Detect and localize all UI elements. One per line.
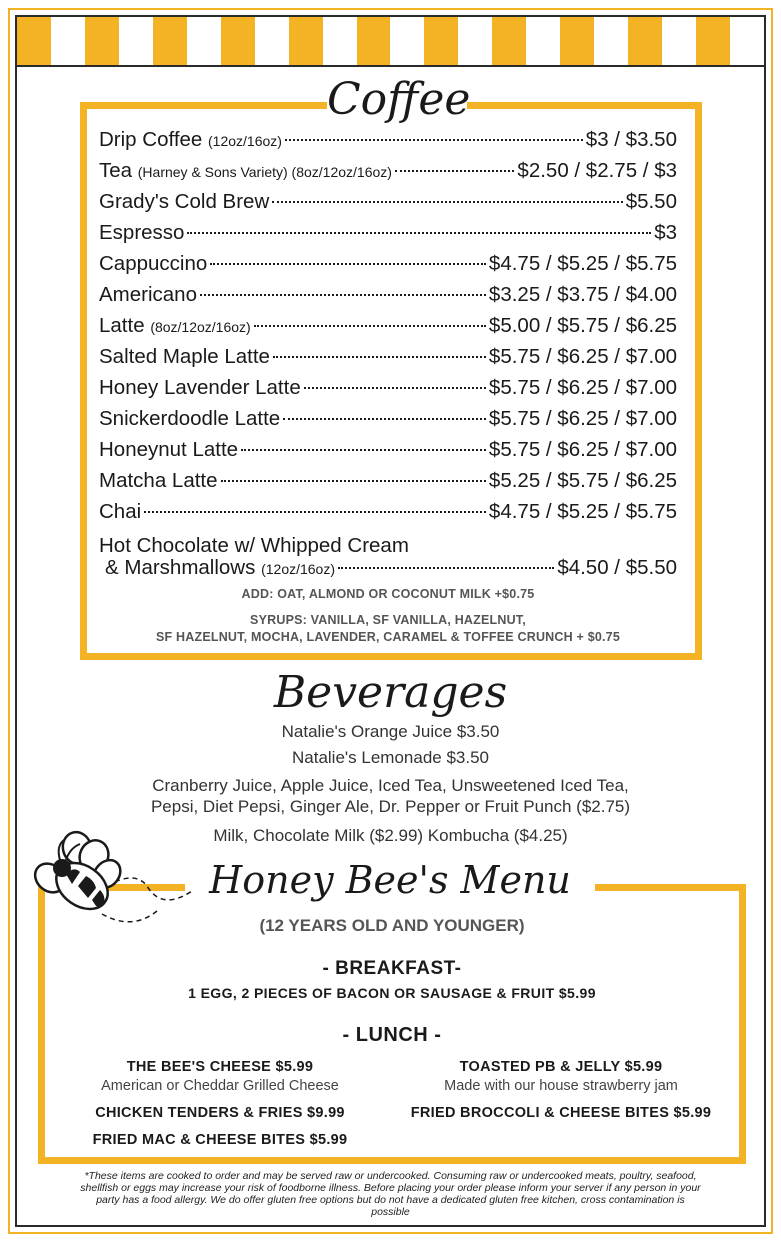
coffee-item-name: Drip Coffee (12oz/16oz) — [99, 128, 282, 151]
awning-stripe — [696, 17, 730, 65]
lunch-item-name: CHICKEN TENDERS & FRIES $9.99 — [95, 1105, 345, 1121]
syrups-addon — [99, 612, 677, 646]
coffee-item-name: Honey Lavender Latte — [99, 376, 301, 399]
dot-leader — [221, 480, 486, 482]
dot-leader — [272, 201, 622, 203]
awning-stripe — [187, 17, 221, 65]
coffee-item-price: $5.00 / $5.75 / $6.25 — [488, 314, 677, 337]
awning-stripe — [526, 17, 560, 65]
awning-stripe — [424, 17, 458, 65]
coffee-item — [99, 345, 677, 376]
coffee-item — [99, 314, 677, 345]
awning-stripe — [51, 17, 85, 65]
dot-leader — [200, 294, 486, 296]
dot-leader — [210, 263, 486, 265]
coffee-item — [99, 469, 677, 500]
awning-stripe — [17, 17, 51, 65]
coffee-item-size: (Harney & Sons Variety) (8oz/12oz/16oz) — [137, 164, 392, 180]
coffee-list — [99, 128, 677, 586]
syrups-line-2: SF HAZELNUT, MOCHA, LAVENDER, CARAMEL & TOFFEE CRUNCH + $0.75 — [156, 630, 620, 644]
lunch-left-column — [55, 1058, 385, 1150]
lunch-item-name: TOASTED PB & JELLY $5.99 — [459, 1059, 663, 1075]
coffee-item-name: Matcha Latte — [99, 469, 218, 492]
awning-stripe — [662, 17, 696, 65]
lunch-item-name: THE BEE'S CHEESE $5.99 — [126, 1059, 314, 1075]
disclaimer: *These items are cooked to order and may be served raw or undercooked. Consuming raw or undercooked meats, poultry, seafood, shellfish or eggs may increase your risk of foodborne illness. Before placing your order please inform your server if any person in your party has a food allergy. We do offer gluten free options but do not have a dedicated gluten free kitchen, cross contamination is possible — [80, 1170, 701, 1218]
coffee-item — [99, 283, 677, 314]
coffee-item-price: $5.75 / $6.25 / $7.00 — [488, 345, 677, 368]
coffee-item-price: $3.25 / $3.75 / $4.00 — [488, 283, 677, 306]
dot-leader — [338, 567, 554, 569]
beverage-line: Milk, Chocolate Milk ($2.99) Kombucha ($4.25) — [213, 826, 568, 845]
beverage-line: Cranberry Juice, Apple Juice, Iced Tea, Unsweetened Iced Tea, — [152, 776, 629, 795]
coffee-item-name: Americano — [99, 283, 197, 306]
milk-addon: ADD: OAT, ALMOND OR COCONUT MILK +$0.75 — [241, 587, 535, 601]
awning-stripe — [594, 17, 628, 65]
lunch-right-column — [396, 1058, 726, 1123]
awning-stripe — [492, 17, 526, 65]
hot-chocolate-line-1: Hot Chocolate w/ Whipped Cream — [99, 534, 409, 557]
coffee-item — [99, 407, 677, 438]
coffee-item — [99, 376, 677, 407]
coffee-item-name: Grady's Cold Brew — [99, 190, 270, 213]
awning-stripe — [560, 17, 594, 65]
coffee-item — [99, 500, 677, 531]
awning-stripe — [390, 17, 424, 65]
coffee-item-price: $5.75 / $6.25 / $7.00 — [488, 407, 677, 430]
lunch-item-name: FRIED MAC & CHEESE BITES $5.99 — [92, 1132, 348, 1148]
dot-leader — [187, 232, 651, 234]
coffee-item-name: Tea (Harney & Sons Variety) (8oz/12oz/16oz) — [99, 159, 392, 182]
coffee-item — [99, 159, 677, 190]
dot-leader — [144, 511, 486, 513]
awning-stripe — [85, 17, 119, 65]
coffee-item-price: $4.75 / $5.25 / $5.75 — [488, 252, 677, 275]
beverages-title: Beverages — [273, 667, 508, 718]
coffee-item-price: $4.75 / $5.25 / $5.75 — [488, 500, 677, 523]
kids-menu-title: Honey Bee's Menu — [209, 858, 571, 902]
coffee-item-size: (12oz/16oz) — [261, 561, 336, 577]
coffee-item-price: $5.75 / $6.25 / $7.00 — [488, 376, 677, 399]
coffee-item-name: & Marshmallows — [105, 556, 256, 579]
awning-stripe — [628, 17, 662, 65]
lunch-item-desc: Made with our house strawberry jam — [444, 1078, 678, 1094]
dot-leader — [395, 170, 514, 172]
awning-stripe — [221, 17, 255, 65]
coffee-item-size: (12oz/16oz) — [208, 133, 282, 149]
lunch-item-desc: American or Cheddar Grilled Cheese — [101, 1078, 339, 1094]
dot-leader — [254, 325, 486, 327]
coffee-item-name: Cappuccino — [99, 252, 208, 275]
beverage-line: Natalie's Orange Juice $3.50 — [281, 722, 500, 741]
coffee-item-name: Honeynut Latte — [99, 438, 239, 461]
coffee-item-price: $4.50 / $5.50 — [557, 556, 677, 579]
coffee-item — [99, 190, 677, 221]
beverage-line: Natalie's Lemonade $3.50 — [292, 748, 489, 767]
coffee-item-name: Latte (8oz/12oz/16oz) — [99, 314, 251, 337]
coffee-title: Coffee — [327, 72, 467, 128]
breakfast-heading: - BREAKFAST- — [322, 958, 462, 979]
coffee-item-price: $2.50 / $2.75 / $3 — [517, 159, 677, 182]
breakfast-item: 1 EGG, 2 PIECES OF BACON OR SAUSAGE & FRUIT $5.99 — [188, 985, 596, 1001]
dot-leader — [241, 449, 486, 451]
coffee-item-price: $5.25 / $5.75 / $6.25 — [488, 469, 677, 492]
beverage-line: Pepsi, Diet Pepsi, Ginger Ale, Dr. Pepper or Fruit Punch ($2.75) — [150, 797, 631, 816]
awning-stripes — [17, 17, 764, 67]
awning-stripe — [357, 17, 391, 65]
coffee-item-price: $5.50 — [625, 190, 677, 213]
coffee-item — [99, 128, 677, 159]
coffee-item-size: (8oz/12oz/16oz) — [150, 319, 251, 335]
awning-stripe — [323, 17, 357, 65]
coffee-item-name: Chai — [99, 500, 142, 523]
dot-leader — [304, 387, 486, 389]
lunch-item-name: FRIED BROCCOLI & CHEESE BITES $5.99 — [410, 1105, 712, 1121]
kids-age-note: (12 YEARS OLD AND YOUNGER) — [259, 916, 525, 935]
coffee-item — [99, 252, 677, 283]
coffee-item-name: Espresso — [99, 221, 185, 244]
dot-leader — [285, 139, 583, 141]
coffee-item-price: $5.75 / $6.25 / $7.00 — [488, 438, 677, 461]
syrups-line-1: SYRUPS: VANILLA, SF VANILLA, HAZELNUT, — [250, 613, 526, 627]
hot-chocolate-item — [99, 556, 677, 586]
awning-stripe — [289, 17, 323, 65]
awning-stripe — [153, 17, 187, 65]
awning-stripe — [458, 17, 492, 65]
dot-leader — [273, 356, 486, 358]
coffee-item-name: Salted Maple Latte — [99, 345, 270, 368]
coffee-item-name: Snickerdoodle Latte — [99, 407, 281, 430]
coffee-item — [99, 221, 677, 252]
coffee-item-price: $3 / $3.50 — [585, 128, 677, 151]
lunch-heading: - LUNCH - — [342, 1024, 442, 1046]
awning-stripe — [255, 17, 289, 65]
awning-stripe — [730, 17, 764, 65]
awning-stripe — [119, 17, 153, 65]
coffee-item-price: $3 — [654, 221, 677, 244]
dot-leader — [283, 418, 486, 420]
coffee-item — [99, 438, 677, 469]
